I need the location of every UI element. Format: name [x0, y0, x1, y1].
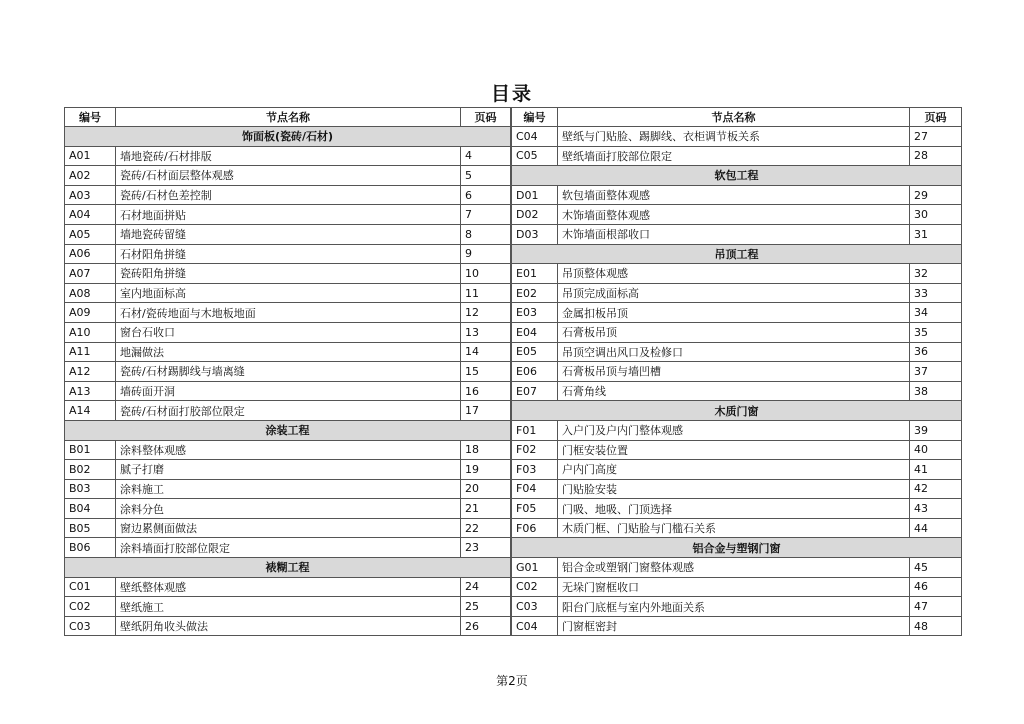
- toc-row: [512, 420, 962, 440]
- section-row: [512, 244, 962, 264]
- node-name: 金属扣板吊顶: [558, 303, 910, 323]
- node-code: B06: [65, 538, 116, 558]
- toc-table-left: [64, 107, 511, 636]
- section-title: 铝合金与塑钢门窗: [512, 538, 962, 558]
- section-row: [65, 558, 511, 578]
- toc-row: [65, 479, 511, 499]
- toc-row: [65, 244, 511, 264]
- node-name: 户内门高度: [558, 460, 910, 480]
- node-page: 24: [461, 577, 511, 597]
- node-name: 吊顶空调出风口及检修口: [558, 342, 910, 362]
- node-page: 34: [910, 303, 962, 323]
- node-code: B04: [65, 499, 116, 519]
- node-page: 11: [461, 283, 511, 303]
- toc-row: [65, 146, 511, 166]
- node-name: 地漏做法: [116, 342, 461, 362]
- node-name: 腻子打磨: [116, 460, 461, 480]
- node-name: 壁纸阴角收头做法: [116, 616, 461, 636]
- node-code: F01: [512, 420, 558, 440]
- section-title: 裱糊工程: [65, 558, 511, 578]
- toc-row: [512, 303, 962, 323]
- node-name: 木饰墙面根部收口: [558, 224, 910, 244]
- node-name: 瓷砖/石材踢脚线与墙离缝: [116, 362, 461, 382]
- header-page: 页码: [910, 108, 962, 127]
- node-code: F05: [512, 499, 558, 519]
- node-page: 42: [910, 479, 962, 499]
- node-name: 门贴脸安装: [558, 479, 910, 499]
- node-code: D01: [512, 185, 558, 205]
- node-name: 墙砖面开洞: [116, 381, 461, 401]
- node-code: E01: [512, 264, 558, 284]
- node-code: A05: [65, 224, 116, 244]
- section-title: 涂装工程: [65, 420, 511, 440]
- node-name: 墙地瓷砖/石材排版: [116, 146, 461, 166]
- node-code: A08: [65, 283, 116, 303]
- node-name: 无垛门窗框收口: [558, 577, 910, 597]
- section-title: 吊顶工程: [512, 244, 962, 264]
- node-name: 石材地面拼贴: [116, 205, 461, 225]
- node-name: 涂料施工: [116, 479, 461, 499]
- toc-row: [512, 283, 962, 303]
- node-page: 25: [461, 597, 511, 617]
- toc-row: [512, 577, 962, 597]
- node-code: C03: [65, 616, 116, 636]
- node-code: A07: [65, 264, 116, 284]
- node-page: 16: [461, 381, 511, 401]
- node-name: 窗台石收口: [116, 322, 461, 342]
- toc-row: [65, 166, 511, 186]
- node-page: 35: [910, 322, 962, 342]
- toc-row: [512, 440, 962, 460]
- node-name: 瓷砖/石材面打胶部位限定: [116, 401, 461, 421]
- toc-row: [65, 342, 511, 362]
- node-name: 壁纸整体观感: [116, 577, 461, 597]
- node-code: E03: [512, 303, 558, 323]
- node-code: C03: [512, 597, 558, 617]
- header-name: 节点名称: [116, 108, 461, 127]
- node-name: 石膏板吊顶: [558, 322, 910, 342]
- node-code: A04: [65, 205, 116, 225]
- node-page: 5: [461, 166, 511, 186]
- toc-row: [512, 127, 962, 147]
- node-code: F04: [512, 479, 558, 499]
- node-code: A02: [65, 166, 116, 186]
- toc-row: [512, 362, 962, 382]
- node-code: C04: [512, 616, 558, 636]
- header-page: 页码: [461, 108, 511, 127]
- node-code: A01: [65, 146, 116, 166]
- node-page: 8: [461, 224, 511, 244]
- node-page: 36: [910, 342, 962, 362]
- node-name: 瓷砖阳角拼缝: [116, 264, 461, 284]
- toc-row: [65, 460, 511, 480]
- node-name: 石材阳角拼缝: [116, 244, 461, 264]
- node-code: A10: [65, 322, 116, 342]
- node-name: 涂料墙面打胶部位限定: [116, 538, 461, 558]
- toc-row: [512, 224, 962, 244]
- section-title: 木质门窗: [512, 401, 962, 421]
- header-code: 编号: [512, 108, 558, 127]
- node-page: 4: [461, 146, 511, 166]
- toc-row: [65, 616, 511, 636]
- node-page: 20: [461, 479, 511, 499]
- node-name: 吊顶完成面标高: [558, 283, 910, 303]
- page-number: 第2页: [496, 674, 528, 688]
- header-name: 节点名称: [558, 108, 910, 127]
- node-name: 墙地瓷砖留缝: [116, 224, 461, 244]
- node-page: 12: [461, 303, 511, 323]
- node-page: 7: [461, 205, 511, 225]
- node-page: 33: [910, 283, 962, 303]
- node-page: 18: [461, 440, 511, 460]
- node-page: 10: [461, 264, 511, 284]
- node-page: 46: [910, 577, 962, 597]
- toc-row: [65, 499, 511, 519]
- page-title: 目录: [490, 83, 533, 105]
- node-code: C01: [65, 577, 116, 597]
- node-code: G01: [512, 558, 558, 578]
- node-name: 门框安装位置: [558, 440, 910, 460]
- node-code: F06: [512, 518, 558, 538]
- node-page: 44: [910, 518, 962, 538]
- node-page: 45: [910, 558, 962, 578]
- toc-row: [65, 264, 511, 284]
- node-name: 瓷砖/石材面层整体观感: [116, 166, 461, 186]
- node-name: 石材/瓷砖地面与木地板地面: [116, 303, 461, 323]
- node-page: 31: [910, 224, 962, 244]
- node-page: 43: [910, 499, 962, 519]
- node-code: C02: [512, 577, 558, 597]
- section-row: [512, 538, 962, 558]
- toc-row: [512, 322, 962, 342]
- node-name: 软包墙面整体观感: [558, 185, 910, 205]
- node-page: 47: [910, 597, 962, 617]
- node-code: E04: [512, 322, 558, 342]
- node-code: C04: [512, 127, 558, 147]
- node-name: 木质门框、门贴脸与门槛石关系: [558, 518, 910, 538]
- toc-row: [65, 518, 511, 538]
- toc-row: [65, 283, 511, 303]
- node-code: A03: [65, 185, 116, 205]
- node-page: 41: [910, 460, 962, 480]
- node-code: A12: [65, 362, 116, 382]
- node-code: E07: [512, 381, 558, 401]
- header-row: [65, 108, 511, 127]
- node-name: 瓷砖/石材色差控制: [116, 185, 461, 205]
- node-code: B03: [65, 479, 116, 499]
- node-page: 21: [461, 499, 511, 519]
- toc-row: [512, 479, 962, 499]
- toc-row: [65, 538, 511, 558]
- node-code: C02: [65, 597, 116, 617]
- node-code: B02: [65, 460, 116, 480]
- toc-row: [512, 264, 962, 284]
- header-row: [512, 108, 962, 127]
- toc-row: [65, 303, 511, 323]
- node-page: 6: [461, 185, 511, 205]
- node-code: E02: [512, 283, 558, 303]
- node-page: 22: [461, 518, 511, 538]
- node-name: 入户门及户内门整体观感: [558, 420, 910, 440]
- node-name: 木饰墙面整体观感: [558, 205, 910, 225]
- node-page: 40: [910, 440, 962, 460]
- toc-row: [65, 577, 511, 597]
- toc-row: [65, 440, 511, 460]
- node-name: 室内地面标高: [116, 283, 461, 303]
- node-code: B05: [65, 518, 116, 538]
- node-name: 石膏板吊顶与墙凹槽: [558, 362, 910, 382]
- node-name: 窗边累侧面做法: [116, 518, 461, 538]
- section-row: [512, 401, 962, 421]
- node-code: F03: [512, 460, 558, 480]
- node-page: 48: [910, 616, 962, 636]
- node-page: 9: [461, 244, 511, 264]
- node-page: 26: [461, 616, 511, 636]
- toc-row: [512, 185, 962, 205]
- node-page: 23: [461, 538, 511, 558]
- node-code: D02: [512, 205, 558, 225]
- node-name: 壁纸与门贴脸、踢脚线、衣柜调节板关系: [558, 127, 910, 147]
- toc-row: [512, 146, 962, 166]
- node-name: 阳台门底框与室内外地面关系: [558, 597, 910, 617]
- section-title: 软包工程: [512, 166, 962, 186]
- node-page: 13: [461, 322, 511, 342]
- node-page: 37: [910, 362, 962, 382]
- node-page: 14: [461, 342, 511, 362]
- toc-row: [512, 342, 962, 362]
- section-row: [65, 127, 511, 147]
- node-code: B01: [65, 440, 116, 460]
- toc-row: [512, 499, 962, 519]
- node-code: A06: [65, 244, 116, 264]
- node-code: F02: [512, 440, 558, 460]
- toc-row: [512, 460, 962, 480]
- header-code: 编号: [65, 108, 116, 127]
- node-name: 门吸、地吸、门顶选择: [558, 499, 910, 519]
- toc-row: [512, 616, 962, 636]
- node-page: 32: [910, 264, 962, 284]
- toc-table-right: [511, 107, 962, 636]
- node-page: 28: [910, 146, 962, 166]
- node-name: 涂料分色: [116, 499, 461, 519]
- node-page: 15: [461, 362, 511, 382]
- node-page: 19: [461, 460, 511, 480]
- node-name: 石膏角线: [558, 381, 910, 401]
- node-code: A13: [65, 381, 116, 401]
- toc-row: [65, 322, 511, 342]
- node-page: 38: [910, 381, 962, 401]
- node-page: 17: [461, 401, 511, 421]
- node-page: 39: [910, 420, 962, 440]
- toc-row: [512, 597, 962, 617]
- node-code: A11: [65, 342, 116, 362]
- section-row: [65, 420, 511, 440]
- toc-row: [65, 185, 511, 205]
- section-title: 饰面板(瓷砖/石材): [65, 127, 511, 147]
- node-page: 27: [910, 127, 962, 147]
- toc-row: [65, 401, 511, 421]
- toc-row: [65, 381, 511, 401]
- node-name: 壁纸墙面打胶部位限定: [558, 146, 910, 166]
- node-code: C05: [512, 146, 558, 166]
- toc-row: [65, 205, 511, 225]
- section-row: [512, 166, 962, 186]
- node-name: 吊顶整体观感: [558, 264, 910, 284]
- node-code: D03: [512, 224, 558, 244]
- node-name: 涂料整体观感: [116, 440, 461, 460]
- toc-row: [512, 518, 962, 538]
- node-code: E05: [512, 342, 558, 362]
- node-name: 门窗框密封: [558, 616, 910, 636]
- node-page: 30: [910, 205, 962, 225]
- toc-row: [512, 558, 962, 578]
- node-name: 壁纸施工: [116, 597, 461, 617]
- node-page: 29: [910, 185, 962, 205]
- node-code: E06: [512, 362, 558, 382]
- node-code: A09: [65, 303, 116, 323]
- toc-row: [65, 597, 511, 617]
- toc-row: [65, 224, 511, 244]
- toc-row: [65, 362, 511, 382]
- node-name: 铝合金或塑钢门窗整体观感: [558, 558, 910, 578]
- node-code: A14: [65, 401, 116, 421]
- toc-row: [512, 205, 962, 225]
- toc-row: [512, 381, 962, 401]
